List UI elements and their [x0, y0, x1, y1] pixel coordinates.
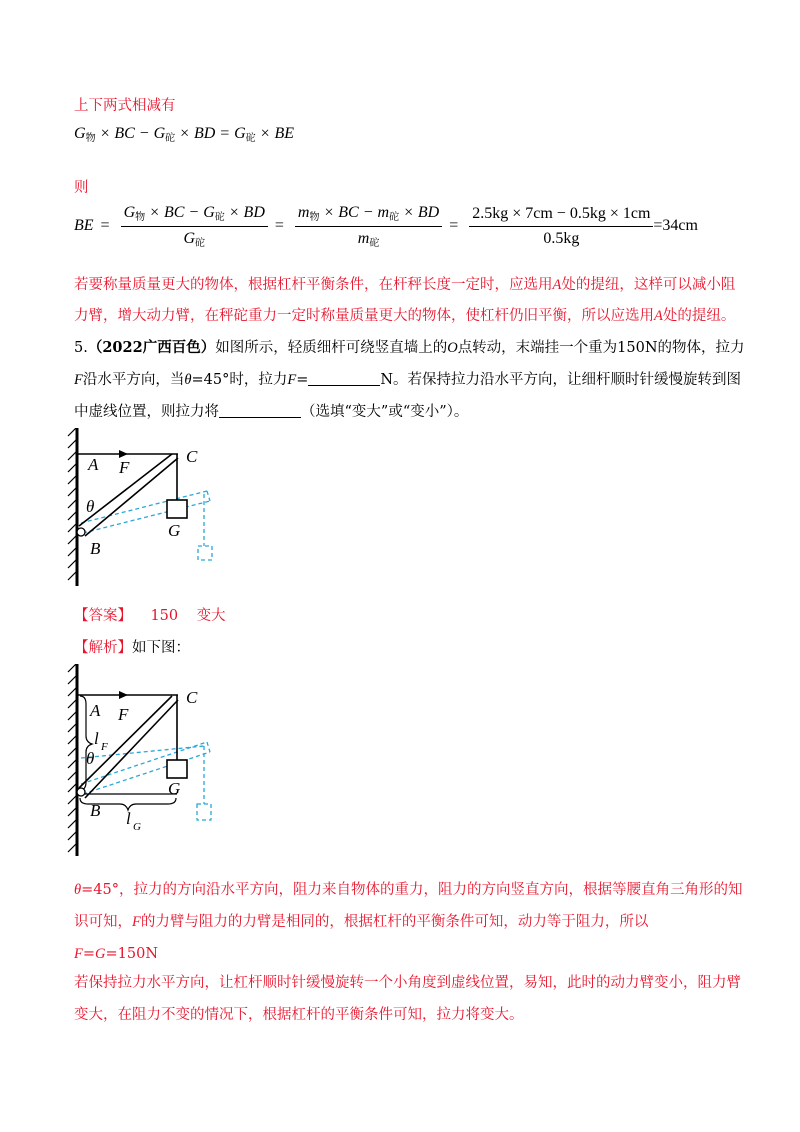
- explanation-line-4: 若保持拉力水平方向，让杠杆顺时针缓慢旋转一个小角度到虚线位置，易知，此时的动力臂变小，阻力臂: [74, 975, 741, 991]
- svg-text:C: C: [186, 688, 198, 707]
- conclusion-line-2: 力臂，增大动力臂，在秤砣重力一定时称量质量更大的物体，使杠杆仍旧平衡，所以应选用A处的提纽。: [74, 308, 736, 324]
- explanation-line-3: F=G=150N: [74, 946, 159, 962]
- pivot-icon-2: [77, 788, 85, 796]
- force-arrow-icon: [119, 450, 128, 458]
- svg-text:B: B: [90, 801, 101, 820]
- wall-hatch-2: [68, 664, 76, 852]
- equation-subtract: $G_物$ × BC − $G_砣$ × BD = $G_砣$ × BE: [74, 125, 294, 144]
- dashed-lever: [81, 491, 212, 560]
- answer-line: 【答案】 150 变大: [74, 608, 226, 624]
- svg-text:θ: θ: [86, 497, 95, 516]
- lever-figure-analysis: [64, 664, 234, 858]
- intro-line: 上下两式相减有: [74, 98, 176, 114]
- svg-text:F: F: [119, 458, 130, 477]
- fraction-numeric: $\frac{2.5kg \times 7cm - 0.5kg \times 1cm}{0.5kg}$: [469, 205, 653, 248]
- svg-text:A: A: [90, 701, 101, 720]
- fraction-g: $\frac{G_物 \times BC - G_砣 \times BD}{G_砣}$: [121, 204, 268, 249]
- svg-text:G: G: [168, 521, 181, 540]
- svg-text:G: G: [133, 821, 141, 833]
- conclusion-line-1: 若要称量质量更大的物体，根据杠杆平衡条件，在杆秤长度一定时，应选用A处的提纽，这样可以减小阻: [74, 277, 736, 293]
- question-line-1: 5.（2022广西百色）如图所示，轻质细杆可绕竖直墙上的O点转动，末端挂一个重为150N的物体，拉力: [74, 339, 745, 356]
- svg-text:l: l: [94, 729, 99, 748]
- svg-text:G: G: [168, 779, 181, 798]
- svg-text:A: A: [88, 455, 99, 474]
- equation-be: BE = $\frac{G_物 \times BC - G_砣 \times BD}{G_砣}$ = $\frac{m_物 \times BC - m_砣 \times BD}{m_砣}$ = $\frac{2.5kg \times 7cm - 0.5kg \times 1cm}{0.5kg}$ =34cm: [74, 204, 698, 249]
- answer-blank-2[interactable]: [219, 403, 301, 418]
- force-arrow-icon-2: [119, 691, 128, 699]
- svg-text:B: B: [90, 539, 101, 558]
- question-line-2: F沿水平方向，当θ=45°时，拉力F= N。若保持拉力沿水平方向，让细杆顺时针缓慢旋转到图: [74, 372, 742, 388]
- explanation-line-2: 识可知，F的力臂与阻力的力臂是相同的，根据杠杆的平衡条件可知，动力等于阻力，所以: [74, 914, 649, 930]
- wall-hatch: [68, 428, 76, 580]
- svg-text:F: F: [118, 705, 129, 724]
- svg-text:θ: θ: [86, 749, 95, 768]
- lever-figure-question: [64, 428, 234, 588]
- pivot-icon: [77, 528, 85, 536]
- answer-blank-1[interactable]: [308, 371, 380, 386]
- svg-text:C: C: [186, 447, 198, 466]
- svg-text:l: l: [126, 809, 131, 828]
- then-label: 则: [74, 180, 89, 196]
- analysis-line: 【解析】如下图：: [74, 640, 190, 656]
- svg-text:F: F: [101, 741, 108, 753]
- question-line-3: 中虚线位置，则拉力将 （选填“变大”或“变小”）。: [74, 404, 469, 420]
- explanation-line-5: 变大，在阻力不变的情况下，根据杠杆的平衡条件可知，拉力将变大。: [74, 1007, 524, 1023]
- fraction-m: $\frac{m_物 \times BC - m_砣 \times BD}{m_砣}$: [295, 204, 442, 249]
- explanation-line-1: θ=45°，拉力的方向沿水平方向，阻力来自物体的重力，阻力的方向竖直方向，根据等腰直角三角形的知: [74, 882, 743, 898]
